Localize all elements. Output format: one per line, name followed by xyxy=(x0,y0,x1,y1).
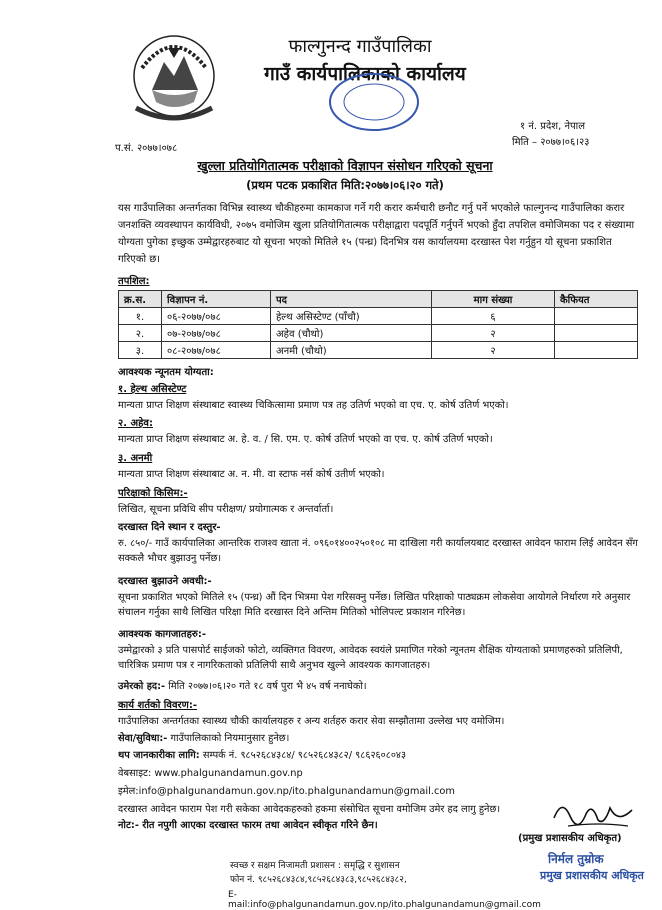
documents-text: उम्मेद्वारको ३ प्रति पासपोर्ट साईजको फोटो, व्यक्तिगत विवरण, आवेदक स्वयंले प्रमाणित गरेको न्यूनतम शैक्षिक योग्यताको प्रमाणहरुको प्रतिलिपी, चारित्रिक प्रमाण पत्र र नागरिकताको प्रतिलिपी साथै अनुभव खुल्ने आवश्यक कागजातहरु। xyxy=(118,645,623,671)
header-sn: क्र.स. xyxy=(119,291,162,308)
cell-sn: २. xyxy=(119,325,162,342)
cell-post: अनमी (चौथो) xyxy=(271,342,432,359)
footer-motto: स्वच्छ र सक्षम निजामती प्रशासन : समृद्धि र सुशासन xyxy=(230,861,400,871)
cell-sn: १. xyxy=(119,308,162,325)
table-row xyxy=(119,308,638,325)
table-header-row xyxy=(119,291,638,308)
cell-sn: ३. xyxy=(119,342,162,359)
cell-remarks xyxy=(555,342,638,359)
ha-qualification: मान्यता प्राप्त शिक्षण संस्थाबाट स्वास्थ्य चिकित्सामा प्रमाण पत्र तह उतिर्ण भएको वा एच. ए. कोर्ष उतिर्ण भएको। xyxy=(118,400,509,411)
signatory-role: प्रमुख प्रशासकीय अधिकृत xyxy=(540,869,644,882)
age-limit: उमेरको हद:- मिति २०७७।०६।२० गते १८ वर्ष पुरा भै ४५ वर्ष ननाघेको। xyxy=(118,681,367,692)
footer-phone: फोन नं. ९८५२६८४३८४,९८५२६८४३८३,९८५२६८४३८२, xyxy=(230,875,407,885)
header-post: पद xyxy=(271,291,432,308)
table-row xyxy=(119,325,638,342)
cell-remarks xyxy=(555,325,638,342)
cell-ad-no: ०८-२०७७/०७८ xyxy=(162,342,271,359)
min-qualification-heading: आवश्यक न्यूनतम योग्यता: xyxy=(118,367,214,378)
signatory-name: निर्मल तुम्रोक xyxy=(548,852,604,866)
fee-heading: दरखास्त दिने स्थान र दस्तुर- xyxy=(118,522,221,533)
fee-text: रु. ८५०/- गाउँ कार्यपालिका आन्तरिक राजश्व खाता नं. ०९६०१४००२५०१०८ मा दाखिला गरी कार्यालयबाट दरखास्त आवेदन फाराम लिई आवेदन सँग सक्कलै भौचर बुझाउनु पर्नेछ। xyxy=(118,538,638,564)
work-conditions-heading: कार्य शर्तको विवरण:- xyxy=(118,700,197,711)
header-ad-no: विज्ञापन नं. xyxy=(162,291,271,308)
cell-post: हेल्थ असिस्टेण्ट (पाँचौ) xyxy=(271,308,432,325)
province-text: १ नं. प्रदेश, नेपाल xyxy=(520,121,586,132)
cell-ad-no: ०७-२०७७/०७८ xyxy=(162,325,271,342)
contact-line: थप जानकारीका लागि: सम्पर्क नं. ९८५२६८४३८४/ ९८५२६८४३८२/ ९८६२६०८०४३ xyxy=(118,750,407,761)
date-text: मिति – २०७७।०६।२३ xyxy=(512,137,590,148)
office-stamp xyxy=(318,70,430,134)
footer-email: E-mail:info@phalgunandamun.gov.np/ito.phalgunandamun@gmail.com xyxy=(228,890,541,910)
ahw-heading: २. अहेव: xyxy=(118,418,153,429)
ha-heading: १. हेल्थ असिस्टेण्ट xyxy=(118,384,187,395)
cell-ad-no: ०६-२०७७/०७८ xyxy=(162,308,271,325)
anm-heading: ३. अनमी xyxy=(118,453,153,464)
org-name: फाल्गुनन्द गाउँपालिका xyxy=(288,36,432,57)
ahw-qualification: मान्यता प्राप्त शिक्षण संस्थाबाट अ. हे. व. / सि. एम. ए. कोर्ष उतिर्ण भएको वा एच. ए. कोर्ष उतिर्ण भएको। xyxy=(118,434,493,445)
deadline-heading: दरखास्त बुझाउने अवधी:- xyxy=(118,576,212,587)
reference-number: प.सं. २०७७।०७८ xyxy=(115,143,178,154)
signatory-title: (प्रमुख प्रशासकीय अधिकृत) xyxy=(518,833,622,844)
cell-count: २ xyxy=(432,342,555,359)
header-remarks: कैफियत xyxy=(555,291,638,308)
deadline-text: सूचना प्रकाशित भएको मितिले १५ (पन्ध्र) औं दिन भित्रमा पेश गरिसक्नु पर्नेछ। लिखित परिक्षाको पाठ्यक्रम लोकसेवा आयोगले निर्धारण गरे अनुसार संचालन गर्नुका साथै लिखित परिक्षा मिति दरखास्त दिने अन्तिम मितिको भोलिपल्ट प्रकाशन गरिनेछ। xyxy=(118,592,631,618)
facility-line: सेवा/सुविधा:- गाउँपालिकाको नियमानुसार हुनेछ। xyxy=(118,733,290,744)
email-line: इमेल:info@phalgunandamun.gov.np/ito.phalgunandamun@gmail.com xyxy=(118,786,455,797)
header-count: माग संख्या xyxy=(432,291,555,308)
work-conditions-text: गाउँपालिका अन्तर्गतका स्वास्थ्य चौकी कार्यालयहरु र अन्य शर्तहरु करार सेवा सम्झौतामा उल्लेख भए वमोजिम। xyxy=(118,716,505,727)
cell-post: अहेव (चौथो) xyxy=(271,325,432,342)
amendment-note: दरखास्त आवेदन फाराम पेश गरी सकेका आवेदकहरुको हकमा संसोधित सूचना वमोजिम उमेर हद लागु हुनेछ। xyxy=(118,804,501,815)
cell-count: ६ xyxy=(432,308,555,325)
anm-qualification: मान्यता प्राप्त शिक्षण संस्थाबाट अ. न. मी. वा स्टाफ नर्स कोर्ष उतीर्ण भएको। xyxy=(118,469,385,480)
signature-scribble xyxy=(548,796,638,832)
office-name: गाउँ कार्यपालिकाको कार्यालय xyxy=(264,63,466,85)
vacancy-table xyxy=(118,290,638,359)
notice-title: खुल्ला प्रतियोगितात्मक परीक्षाको विज्ञापन संसोधन गरिएको सूचना xyxy=(197,158,493,173)
note-line: नोट:- रीत नपुगी आएका दरखास्त फारम तथा आवेदन स्वीकृत गरिने छैन। xyxy=(118,820,378,831)
table-label: तपशिल: xyxy=(118,276,150,287)
cell-remarks xyxy=(555,308,638,325)
notice-subtitle: (प्रथम पटक प्रकाशित मिति:२०७७।०६।२० गते) xyxy=(246,178,444,192)
exam-type-heading: परिक्षाको किसिम:- xyxy=(118,488,188,499)
nepal-emblem-logo xyxy=(128,28,220,128)
documents-heading: आवश्यक कागजातहरु:- xyxy=(118,629,207,640)
website-line: वेबसाइट: www.phalgunandamun.gov.np xyxy=(118,768,303,779)
exam-type-text: लिखित, सूचना प्रविधि सीप परीक्षण/ प्रयोगात्मक र अन्तर्वार्ता। xyxy=(118,504,334,515)
intro-paragraph: यस गाउँपालिका अन्तर्गतका विभिन्न स्वास्थ्य चौकीहरुमा कामकाज गर्ने गरी करार कर्मचारी छनौट गर्नु पर्ने भएकोले फाल्गुनन्द गाउँपालिका करार जनशक्ति व्यवस्थापन कार्यविधी, २०७५ वमोजिम खुला प्रतियोगितात्मक परीक्षाद्वारा पदपूर्ति गर्नुपर्ने भएको हुँदा तपशिल वमोजिमका पद र संख्यामा योग्यता पुगेका इच्छुक उम्मेद्वारहरुबाट यो सूचना भएको मितिले १५ (पन्ध्र) दिनभित्र यस कार्यालयमा दरखास्त पेश गर्नुहुन यो सूचना प्रकाशित गरिएको छ। xyxy=(118,203,635,265)
table-row xyxy=(119,342,638,359)
cell-count: २ xyxy=(432,325,555,342)
